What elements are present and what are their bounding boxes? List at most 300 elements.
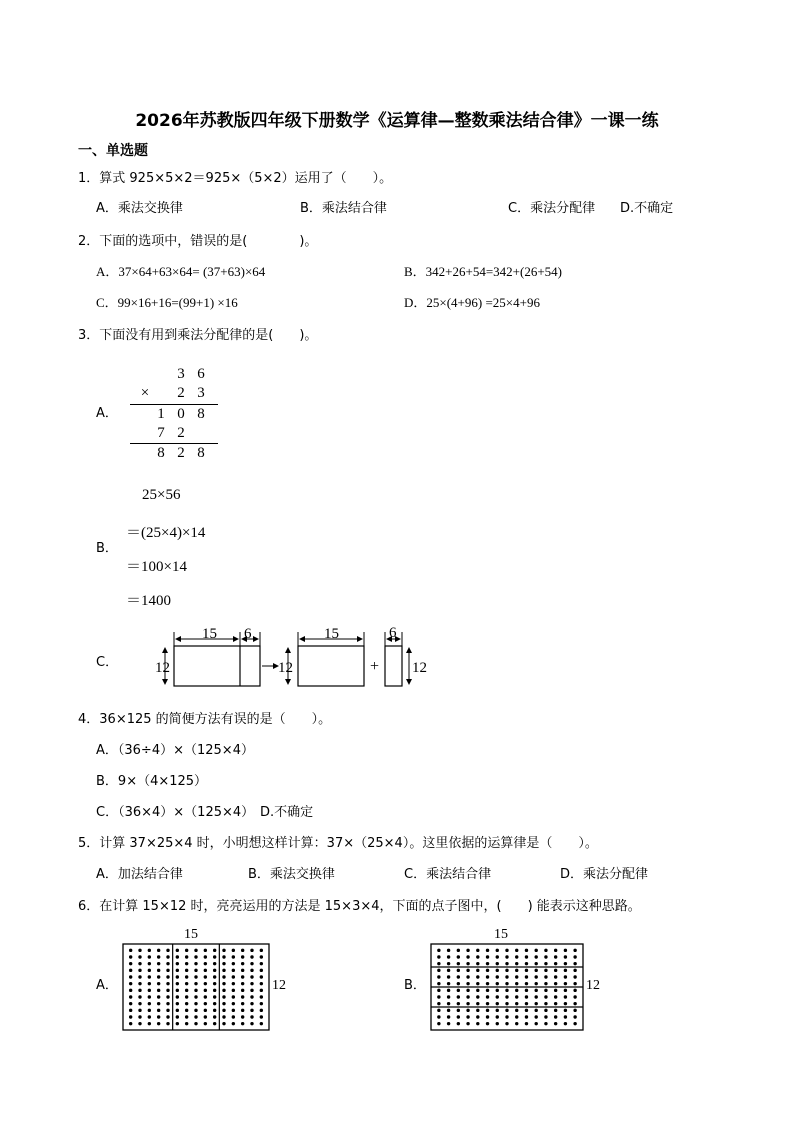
dot — [232, 1009, 235, 1012]
dot — [204, 969, 207, 972]
dot — [241, 989, 244, 992]
dot — [544, 955, 547, 958]
dot — [554, 1009, 557, 1012]
dim-label: 6 — [389, 625, 397, 641]
dot — [204, 955, 207, 958]
dot — [166, 989, 169, 992]
dot — [194, 995, 197, 998]
dot — [486, 969, 489, 972]
q3-option-a-label[interactable]: A． — [96, 406, 118, 421]
dot — [544, 989, 547, 992]
dim-label: 12 — [412, 660, 427, 676]
dot — [525, 995, 528, 998]
dot — [157, 969, 160, 972]
dot — [176, 975, 179, 978]
dot — [260, 1022, 263, 1025]
dot — [194, 1002, 197, 1005]
dot — [222, 995, 225, 998]
rect-right — [385, 646, 402, 686]
digit: 1 — [157, 406, 165, 422]
dot — [515, 969, 518, 972]
dot — [185, 962, 188, 965]
dot — [496, 989, 499, 992]
dot — [486, 1015, 489, 1018]
q5-option-b[interactable]: B．乘法交换律 — [248, 867, 335, 882]
dot — [515, 1015, 518, 1018]
dot — [213, 969, 216, 972]
dot — [185, 969, 188, 972]
dot — [535, 982, 538, 985]
rect-middle — [298, 646, 364, 686]
dot — [260, 989, 263, 992]
dot — [515, 955, 518, 958]
dot — [138, 989, 141, 992]
dot — [437, 1002, 440, 1005]
dot — [505, 975, 508, 978]
dot — [505, 1022, 508, 1025]
q2-option-c[interactable]: C．99×16+16=(99+1) ×16 — [96, 295, 238, 310]
dot — [544, 1009, 547, 1012]
dot — [204, 949, 207, 952]
q4-option-d[interactable]: D.不确定 — [260, 805, 314, 820]
dot — [185, 1002, 188, 1005]
dot — [476, 975, 479, 978]
dot — [148, 1002, 151, 1005]
q3-option-b-label[interactable]: B． — [96, 541, 118, 556]
dot — [505, 949, 508, 952]
dot — [554, 995, 557, 998]
dot — [260, 962, 263, 965]
dot — [457, 1002, 460, 1005]
digit: 7 — [157, 425, 165, 441]
dot — [213, 989, 216, 992]
q6-dot-grid-b — [430, 943, 584, 1031]
q4-option-c[interactable]: C．（36×4）×（125×4） — [96, 805, 255, 820]
dot — [222, 989, 225, 992]
dot — [222, 955, 225, 958]
dot — [260, 1002, 263, 1005]
dot — [535, 989, 538, 992]
dot — [554, 975, 557, 978]
dot — [564, 975, 567, 978]
dot — [138, 982, 141, 985]
dot — [260, 969, 263, 972]
dot — [166, 1015, 169, 1018]
question-5-stem: 5．计算 37×25×4 时，小明想这样计算：37×（25×4）。这里依据的运算律是（ ）。 — [78, 836, 598, 851]
dot — [564, 989, 567, 992]
dot — [204, 1022, 207, 1025]
dim-label: 12 — [155, 660, 170, 676]
dot — [535, 955, 538, 958]
dot — [250, 949, 253, 952]
dot — [185, 1015, 188, 1018]
digit: 0 — [177, 406, 185, 422]
dot — [573, 989, 576, 992]
dot — [194, 955, 197, 958]
dot — [185, 1022, 188, 1025]
dot — [250, 982, 253, 985]
dot — [466, 1009, 469, 1012]
dot — [138, 1009, 141, 1012]
dot — [232, 989, 235, 992]
dot — [241, 955, 244, 958]
dot — [204, 975, 207, 978]
dot — [437, 995, 440, 998]
dot — [250, 989, 253, 992]
question-2-stem: 2．下面的选项中，错误的是( )。 — [78, 234, 318, 249]
dot — [241, 982, 244, 985]
dot — [250, 1009, 253, 1012]
dot — [232, 962, 235, 965]
dot — [213, 955, 216, 958]
dot — [544, 949, 547, 952]
dot — [213, 975, 216, 978]
dot — [176, 962, 179, 965]
dot — [573, 1002, 576, 1005]
q5-option-d[interactable]: D．乘法分配律 — [560, 867, 649, 882]
plus-sign: + — [370, 658, 380, 675]
dot — [204, 1009, 207, 1012]
dot — [573, 1009, 576, 1012]
dot — [476, 1009, 479, 1012]
dot — [194, 1022, 197, 1025]
dot — [148, 949, 151, 952]
dot — [148, 969, 151, 972]
q1-option-c[interactable]: C．乘法分配律 — [508, 201, 596, 216]
dot — [525, 949, 528, 952]
dot — [232, 1022, 235, 1025]
dot — [222, 982, 225, 985]
dim-label: 12 — [278, 660, 293, 676]
dot — [486, 989, 489, 992]
dot — [505, 995, 508, 998]
dot — [476, 989, 479, 992]
question-1-stem: 1．算式 925×5×2＝925×（5×2）运用了（ ）。 — [78, 171, 393, 186]
dot — [525, 1022, 528, 1025]
dot — [213, 1009, 216, 1012]
dot — [573, 995, 576, 998]
dot — [564, 982, 567, 985]
dot — [166, 955, 169, 958]
dot — [554, 955, 557, 958]
dot — [222, 969, 225, 972]
q6-dot-grid-a — [122, 943, 270, 1031]
q3-b-line: 25×56 — [142, 487, 181, 503]
digit: 8 — [197, 445, 205, 461]
dot — [166, 1009, 169, 1012]
dot — [535, 969, 538, 972]
dot — [204, 1015, 207, 1018]
digit: 8 — [157, 445, 165, 461]
dot — [544, 962, 547, 965]
dot — [437, 949, 440, 952]
dot — [437, 955, 440, 958]
dot — [486, 1002, 489, 1005]
digit: 2 — [177, 425, 185, 441]
dot — [447, 995, 450, 998]
dot — [544, 982, 547, 985]
dot — [564, 1015, 567, 1018]
dot — [194, 962, 197, 965]
dot — [166, 962, 169, 965]
dot — [525, 1002, 528, 1005]
dot — [486, 975, 489, 978]
q4-option-b[interactable]: B．9×（4×125） — [96, 774, 208, 789]
dot — [260, 975, 263, 978]
dot — [194, 1015, 197, 1018]
dot — [241, 962, 244, 965]
dot — [176, 949, 179, 952]
dot — [129, 969, 132, 972]
dot — [138, 962, 141, 965]
digit: 2 — [177, 445, 185, 461]
q4-option-a[interactable]: A．（36÷4）×（125×4） — [96, 743, 254, 758]
dot — [505, 989, 508, 992]
dot — [176, 1022, 179, 1025]
dot — [554, 949, 557, 952]
dot — [241, 949, 244, 952]
dot — [573, 975, 576, 978]
dot — [166, 995, 169, 998]
dot — [515, 1022, 518, 1025]
dot — [457, 982, 460, 985]
dot — [148, 1009, 151, 1012]
dot — [148, 955, 151, 958]
dot — [250, 1002, 253, 1005]
dot — [525, 982, 528, 985]
dot — [466, 955, 469, 958]
dot — [457, 949, 460, 952]
q1-option-b[interactable]: B．乘法结合律 — [300, 201, 387, 216]
dot — [525, 955, 528, 958]
dot — [496, 949, 499, 952]
dot — [129, 955, 132, 958]
dot — [554, 962, 557, 965]
dot — [447, 982, 450, 985]
dot — [535, 975, 538, 978]
dot — [157, 1022, 160, 1025]
dot — [554, 989, 557, 992]
dot — [232, 955, 235, 958]
dot — [437, 1022, 440, 1025]
dot — [204, 1002, 207, 1005]
q6-b-top-label: 15 — [494, 927, 508, 942]
dot — [250, 975, 253, 978]
q5-option-a[interactable]: A．加法结合律 — [96, 867, 183, 882]
dot — [496, 995, 499, 998]
dot — [476, 1015, 479, 1018]
dot — [476, 969, 479, 972]
dot — [213, 949, 216, 952]
dot — [222, 1002, 225, 1005]
dot — [129, 975, 132, 978]
dot — [176, 995, 179, 998]
dot — [437, 975, 440, 978]
dot — [564, 995, 567, 998]
q2-option-a[interactable]: A．37×64+63×64= (37+63)×64 — [96, 264, 266, 279]
dot — [194, 969, 197, 972]
q2-option-d[interactable]: D．25×(4+96) =25×4+96 — [404, 295, 540, 310]
dot — [138, 949, 141, 952]
dot — [496, 1002, 499, 1005]
dot — [232, 982, 235, 985]
dot — [554, 1002, 557, 1005]
dot — [476, 962, 479, 965]
q1-option-a[interactable]: A．乘法交换律 — [96, 201, 183, 216]
dot — [129, 1009, 132, 1012]
dot — [466, 982, 469, 985]
dot — [185, 1009, 188, 1012]
q6-option-b-label[interactable]: B． — [404, 978, 426, 993]
dot — [148, 1015, 151, 1018]
dot — [241, 995, 244, 998]
dot — [176, 982, 179, 985]
dot — [194, 989, 197, 992]
dot — [176, 1002, 179, 1005]
dot — [466, 1002, 469, 1005]
q6-a-top-label: 15 — [184, 927, 198, 942]
dot — [260, 949, 263, 952]
dot — [544, 1002, 547, 1005]
dot — [496, 1015, 499, 1018]
dot — [515, 989, 518, 992]
q5-option-c[interactable]: C．乘法结合律 — [404, 867, 492, 882]
dot — [447, 1015, 450, 1018]
dot — [194, 949, 197, 952]
dot — [486, 1022, 489, 1025]
dot — [515, 949, 518, 952]
dot — [148, 962, 151, 965]
dot — [437, 989, 440, 992]
dot — [185, 989, 188, 992]
q6-option-a-label[interactable]: A． — [96, 978, 118, 993]
dot — [222, 1015, 225, 1018]
dot — [148, 1022, 151, 1025]
dot — [515, 995, 518, 998]
dot — [564, 962, 567, 965]
dot — [222, 949, 225, 952]
dot — [515, 962, 518, 965]
dot — [535, 1002, 538, 1005]
dot — [222, 1009, 225, 1012]
dot — [505, 1002, 508, 1005]
dot — [148, 989, 151, 992]
dot — [148, 982, 151, 985]
question-4-stem: 4．36×125 的简便方法有误的是（ ）。 — [78, 712, 332, 727]
dot — [157, 1015, 160, 1018]
dot — [250, 955, 253, 958]
dot — [515, 975, 518, 978]
dot — [535, 1022, 538, 1025]
dot — [138, 1015, 141, 1018]
dot — [232, 949, 235, 952]
dot — [457, 989, 460, 992]
dot — [544, 975, 547, 978]
dot — [138, 1002, 141, 1005]
dot — [525, 1009, 528, 1012]
dot — [250, 962, 253, 965]
dot — [496, 969, 499, 972]
dot — [457, 955, 460, 958]
dot — [457, 975, 460, 978]
dot — [241, 1015, 244, 1018]
dot — [157, 989, 160, 992]
dot — [437, 1009, 440, 1012]
dot — [213, 1002, 216, 1005]
dot — [564, 949, 567, 952]
dot — [496, 1022, 499, 1025]
q3-b-line: ＝100×14 — [126, 559, 187, 575]
dot — [129, 982, 132, 985]
q3-option-c-label[interactable]: C． — [96, 655, 119, 670]
dot — [505, 1015, 508, 1018]
dot — [260, 995, 263, 998]
times-sign: × — [140, 385, 150, 401]
dot — [241, 1002, 244, 1005]
divider — [130, 404, 218, 405]
dot — [496, 975, 499, 978]
dim-label: 6 — [244, 626, 252, 642]
dot — [564, 1009, 567, 1012]
dot — [466, 1022, 469, 1025]
dot — [447, 989, 450, 992]
dot — [535, 1015, 538, 1018]
dot — [496, 962, 499, 965]
dot — [466, 949, 469, 952]
digit: 2 — [177, 385, 185, 401]
dot — [466, 969, 469, 972]
q1-option-d[interactable]: D.不确定 — [620, 201, 674, 216]
dot — [486, 949, 489, 952]
q2-option-b[interactable]: B．342+26+54=342+(26+54) — [404, 264, 562, 279]
digit: 6 — [197, 366, 205, 382]
dot — [535, 962, 538, 965]
dot — [185, 955, 188, 958]
dot — [204, 962, 207, 965]
dot — [466, 962, 469, 965]
dot — [185, 995, 188, 998]
dot — [260, 955, 263, 958]
dot — [437, 982, 440, 985]
dot — [486, 955, 489, 958]
dot — [185, 949, 188, 952]
dot — [486, 962, 489, 965]
dot — [241, 969, 244, 972]
dot — [564, 969, 567, 972]
dot — [129, 962, 132, 965]
dot — [437, 962, 440, 965]
digit: 3 — [177, 366, 185, 382]
dot — [544, 1015, 547, 1018]
dot — [232, 1002, 235, 1005]
dot — [525, 989, 528, 992]
dot — [573, 1022, 576, 1025]
dot — [515, 1009, 518, 1012]
dot — [129, 1002, 132, 1005]
dot — [476, 949, 479, 952]
dot — [250, 1022, 253, 1025]
dot — [222, 975, 225, 978]
dot — [157, 962, 160, 965]
q3-rectangle-diagram — [150, 622, 430, 692]
dot — [476, 982, 479, 985]
dot — [573, 969, 576, 972]
divider — [130, 443, 218, 444]
dot — [544, 969, 547, 972]
dot — [138, 975, 141, 978]
dot — [260, 982, 263, 985]
dot — [525, 975, 528, 978]
